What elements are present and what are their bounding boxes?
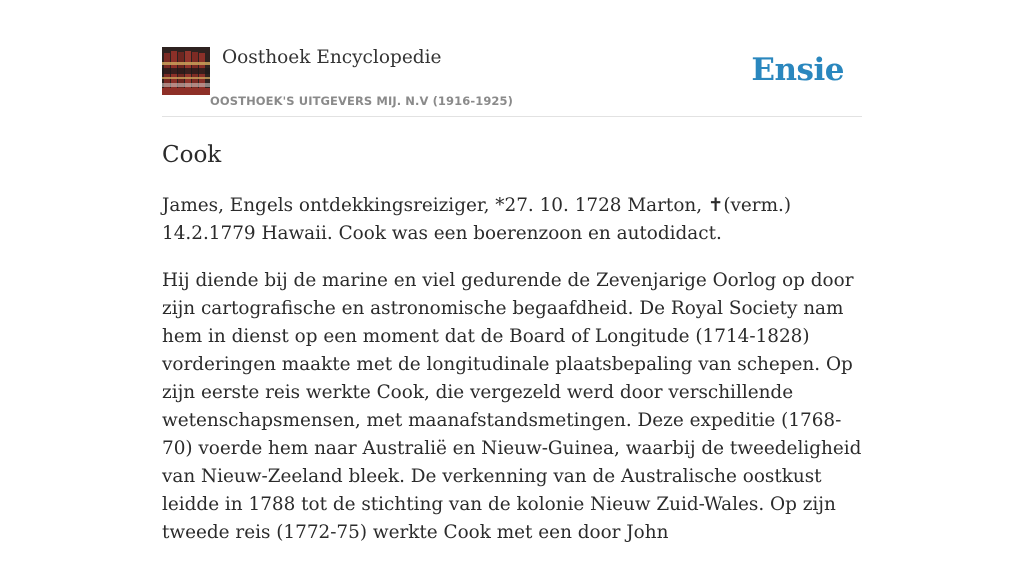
page-title: Cook [162, 142, 222, 168]
site-title[interactable]: Oosthoek Encyclopedie [222, 47, 442, 68]
article-paragraph: Hij diende bij de marine en viel gedurende de Zevenjarige Oorlog op door zijn cartografische en astronomische begaafdheid. De Royal Society nam hem in dienst op een moment dat de Board of Longitude (1714-1828) vorderingen maakte met de longitudinale plaatsbepaling van schepen. Op zijn eerste reis werkte Cook, die vergezeld werd door verschillende wetenschapsmensen, met maanafstandsmetingen. Deze expeditie (1768-70) voerde hem naar Australië en Nieuw-Guinea, waarbij de tweedeligheid van Nieuw-Zeeland bleek. De verkenning van de Australische oostkust leidde in 1788 tot de stichting van de kolonie Nieuw Zuid-Wales. Op zijn tweede reis (1772-75) werkte Cook met een door John [162, 270, 862, 543]
article-body [162, 192, 862, 566]
site-header [162, 46, 862, 117]
book-spines-logo-graphic [162, 47, 210, 95]
article-paragraph: James, Engels ontdekkingsreiziger, *27. 10. 1728 Marton, ✝(verm.) 14.2.1779 Hawaii. Cook was een boerenzoon en autodidact. [162, 195, 792, 244]
publisher-subtitle: OOSTHOEK'S UITGEVERS MIJ. N.V (1916-1925) [210, 94, 513, 108]
book-spines-logo-icon[interactable] [162, 47, 210, 95]
ensie-logo-link[interactable]: Ensie [751, 52, 844, 88]
